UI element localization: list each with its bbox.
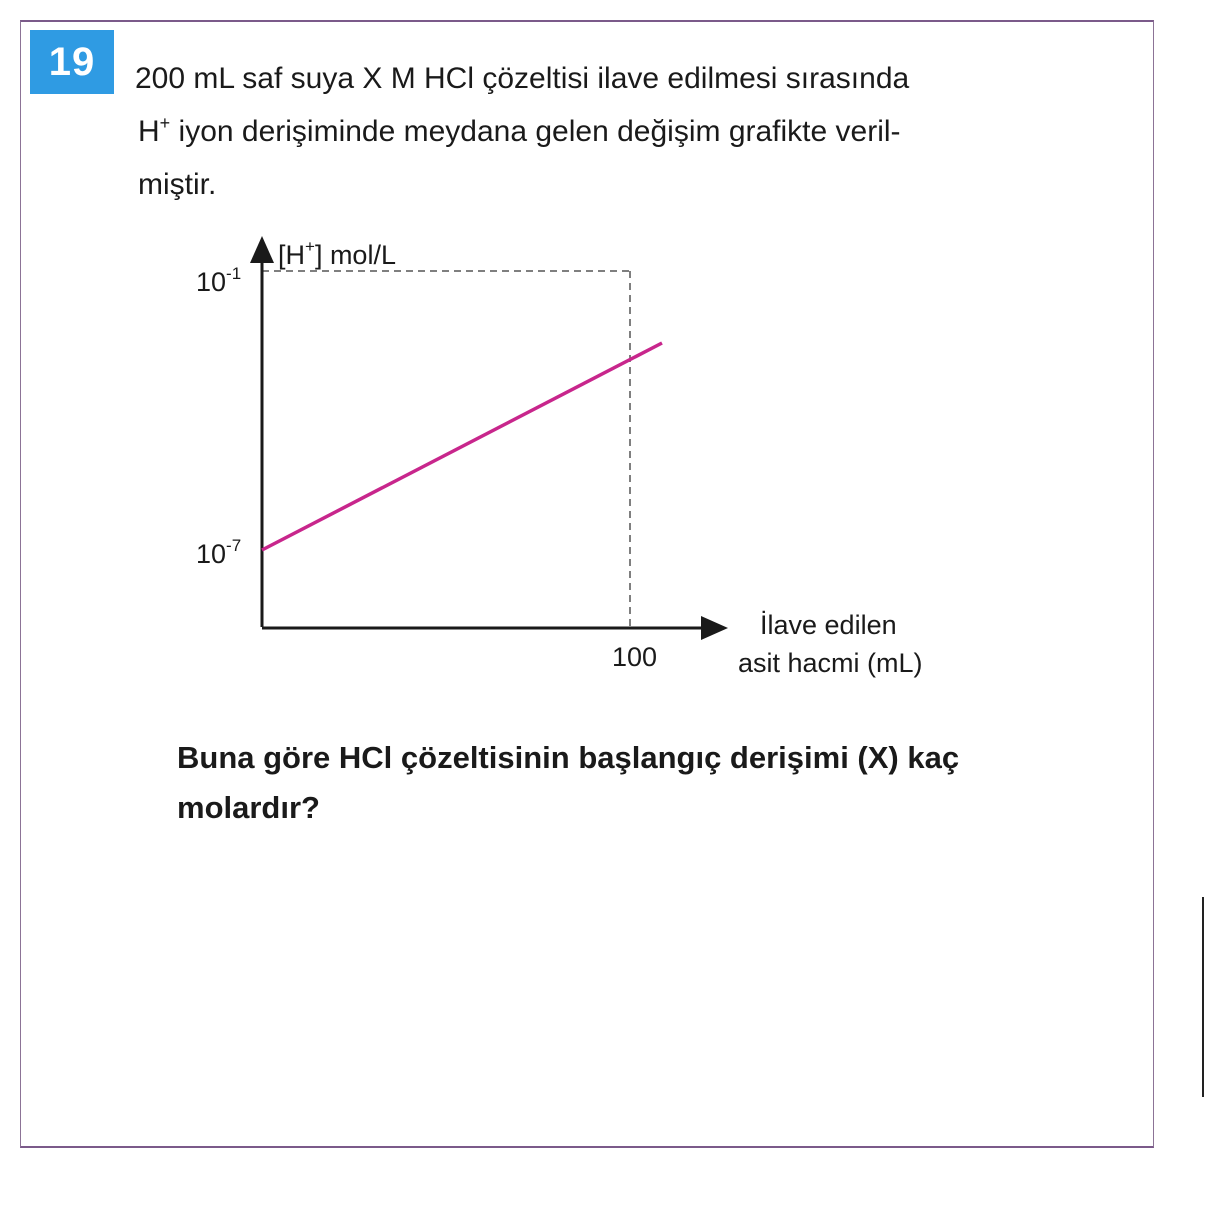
question-prompt-line-2: molardır? [177, 790, 320, 825]
question-prompt [177, 733, 1117, 833]
series-line [262, 343, 662, 550]
x-tick-label: 100 [612, 642, 658, 672]
h-symbol: H [138, 115, 160, 148]
question-text-line-1: 200 mL saf suya X M HCl çözeltisi ilave edilmesi sırasında [135, 62, 910, 95]
question-prompt-line-1: Buna göre HCl çözeltisinin başlangıç derişimi (X) kaç [177, 740, 960, 775]
question-text-line-2-rest: iyon derişiminde meydana gelen değişim grafikte veril- [170, 115, 901, 148]
y-axis-label: [H+] mol/L [278, 237, 396, 270]
x-axis-label-line-1: İlave edilen [760, 610, 897, 640]
y-tick-label-low: $10^{-7}$ [196, 536, 242, 569]
x-axis-label-line-2: asit hacmi (mL) [738, 648, 923, 678]
y-tick-label-high: $10^{-1}$ [196, 264, 242, 297]
h-plus-superscript: + [159, 113, 171, 133]
page-edge-marker [1202, 897, 1204, 1097]
question-text-line-3: miştir. [138, 168, 217, 201]
question-number: 19 [48, 40, 96, 84]
